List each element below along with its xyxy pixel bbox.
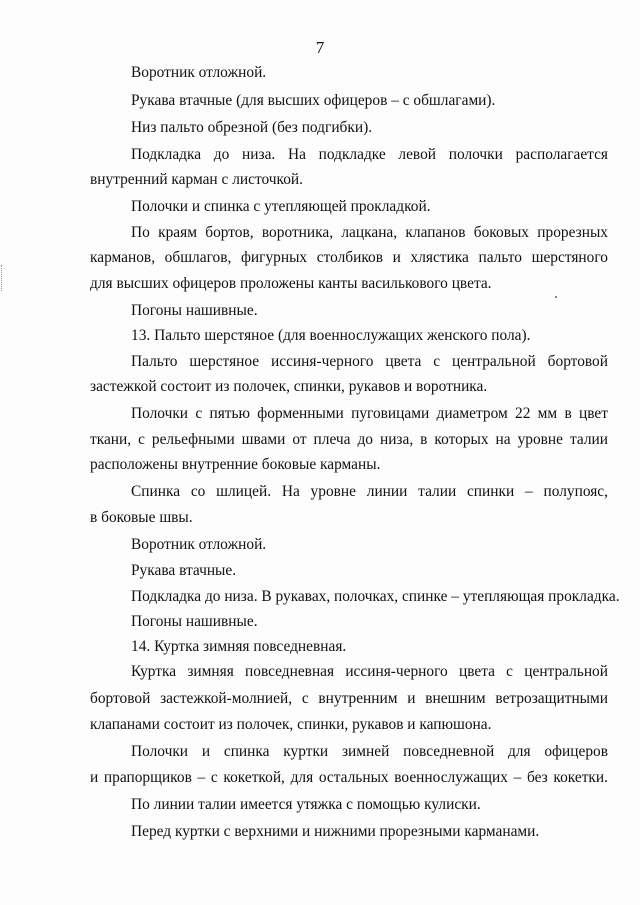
text-line: Подкладка до низа. В рукавах, полочках, спинке – утепляющая прокладка. [131,588,620,605]
text-line: Рукава втачные. [131,562,237,579]
text-line: Спинка со шлицей. На уровне линии талии спинки – полупояс, [131,483,608,500]
scan-edge-mark [1,265,4,291]
page-number: 7 [315,38,325,57]
text-line: Рукава втачные (для высших офицеров – с обшлагами). [131,92,496,109]
text-line: Низ пальто обрезной (без подгибки). [131,119,373,136]
text-line: Полочки и спинка с утепляющей прокладкой. [131,198,431,215]
text-line: Полочки с пятью форменными пуговицами диаметром 22 мм в цвет [131,405,608,422]
text-line: Подкладка до низа. На подкладке левой полочки располагается [131,146,608,163]
text-line: клапанами состоит из полочек, спинки, рукавов и капюшона. [90,716,492,733]
text-line: По линии талии имеется утяжка с помощью кулиски. [131,796,481,813]
text-line: застежкой состоит из полочек, спинки, рукавов и воротника. [90,378,488,395]
text-line: Полочки и спинка куртки зимней повседневной для офицеров [131,743,608,760]
text-line: для высших офицеров проложены канты василькового цвета. [90,275,492,292]
text-line: 13. Пальто шерстяное (для военнослужащих женского пола). [131,327,531,344]
text-line: и прапорщиков – с кокеткой, для остальных военнослужащих – без кокетки. [90,769,608,786]
text-line: Погоны нашивные. [131,613,258,630]
text-line: По краям бортов, воротника, лацкана, клапанов боковых прорезных [131,224,608,241]
text-line: внутренний карман с листочкой. [90,171,303,188]
text-line: Перед куртки с верхними и нижними прорезными карманами. [131,823,540,840]
text-line: в боковые швы. [90,509,193,526]
text-line: 14. Куртка зимняя повседневная. [131,638,347,655]
text-line: Куртка зимняя повседневная иссиня-черного цвета с центральной [131,663,608,680]
scan-speck [555,296,557,298]
text-line: Пальто шерстяное иссиня-черного цвета с центральной бортовой [131,353,608,370]
text-line: расположены внутренние боковые карманы. [90,456,381,473]
text-line: ткани, с рельефными швами от плеча до низа, в которых на уровне талии [90,431,608,448]
text-line: Погоны нашивные. [131,302,258,319]
text-line: Воротник отложной. [131,64,267,81]
text-line: карманов, обшлагов, фигурных столбиков и хлястика пальто шерстяного [90,249,608,266]
text-line: Воротник отложной. [131,536,267,553]
text-line: бортовой застежкой-молнией, с внутренним и внешним ветрозащитными [90,690,608,707]
